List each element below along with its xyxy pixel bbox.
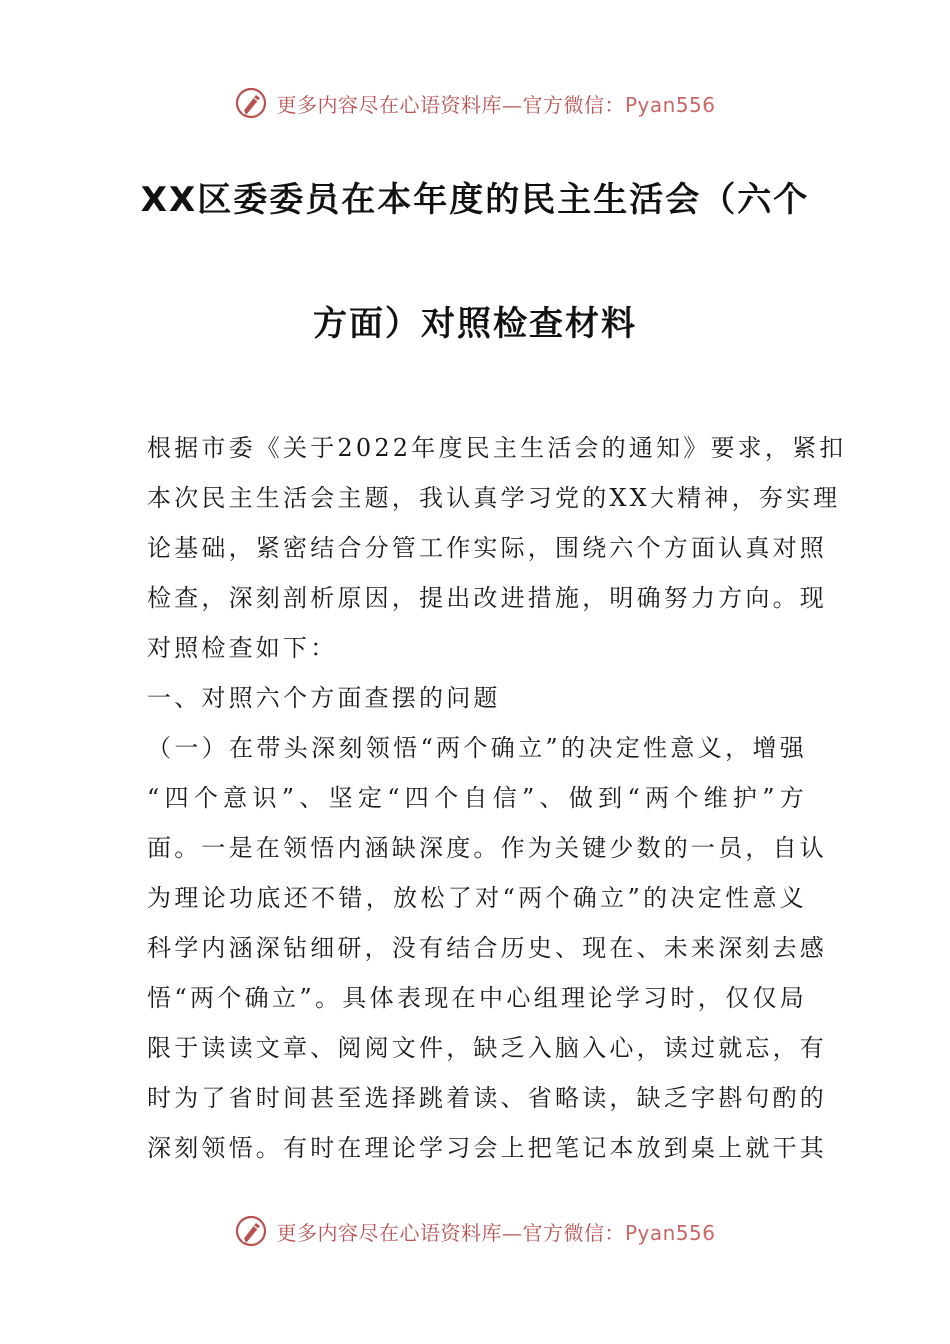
watermark-footer bbox=[0, 1211, 950, 1251]
body-line: （一）在带头深刻领悟“两个确立”的决定性意义，增强 bbox=[147, 734, 807, 762]
body-line: 深刻领悟。有时在理论学习会上把笔记本放到桌上就干其 bbox=[147, 1134, 827, 1162]
body-line: 对照检查如下： bbox=[147, 634, 338, 662]
body-line: 限于读读文章、阅阅文件，缺乏入脑入心，读过就忘，有 bbox=[147, 1034, 827, 1062]
body-line: 为理论功底还不错，放松了对“两个确立”的决定性意义 bbox=[147, 884, 807, 912]
body-line: 论基础，紧密结合分管工作实际，围绕六个方面认真对照 bbox=[147, 534, 827, 562]
body-line: 检查，深刻剖析原因，提出改进措施，明确努力方向。现 bbox=[147, 584, 827, 612]
body-line: 时为了省时间甚至选择跳着读、省略读，缺乏字斟句酌的 bbox=[147, 1084, 827, 1112]
section-heading: 一、对照六个方面查摆的问题 bbox=[147, 684, 501, 712]
pen-logo-icon bbox=[234, 86, 268, 120]
body-line: 面。一是在领悟内涵缺深度。作为关键少数的一员，自认 bbox=[147, 834, 827, 862]
body-line: 根据市委《关于2022年度民主生活会的通知》要求，紧扣 bbox=[147, 434, 847, 462]
body-line: 科学内涵深钻细研，没有结合历史、现在、未来深刻去感 bbox=[147, 934, 827, 962]
watermark-wechat-id: Pyan556 bbox=[624, 1220, 716, 1245]
watermark-text: 更多内容尽在心语资料库—官方微信：Pyan556 bbox=[276, 92, 716, 117]
body-text bbox=[147, 423, 847, 1173]
watermark-wechat-id: Pyan556 bbox=[624, 92, 716, 117]
watermark-header bbox=[0, 83, 950, 123]
document-title-line-2: 方面）对照检查材料 bbox=[313, 304, 637, 344]
body-line: 悟“两个确立”。具体表现在中心组理论学习时，仅仅局 bbox=[147, 984, 807, 1012]
document-title-line-1: XX区委委员在本年度的民主生活会（六个 bbox=[140, 180, 810, 220]
watermark-text: 更多内容尽在心语资料库—官方微信：Pyan556 bbox=[276, 1220, 716, 1245]
pen-logo-icon bbox=[234, 1214, 268, 1248]
body-line: “四个意识”、坚定“四个自信”、做到“两个维护”方 bbox=[147, 784, 807, 812]
body-line: 本次民主生活会主题，我认真学习党的XX大精神，夯实理 bbox=[147, 484, 841, 512]
